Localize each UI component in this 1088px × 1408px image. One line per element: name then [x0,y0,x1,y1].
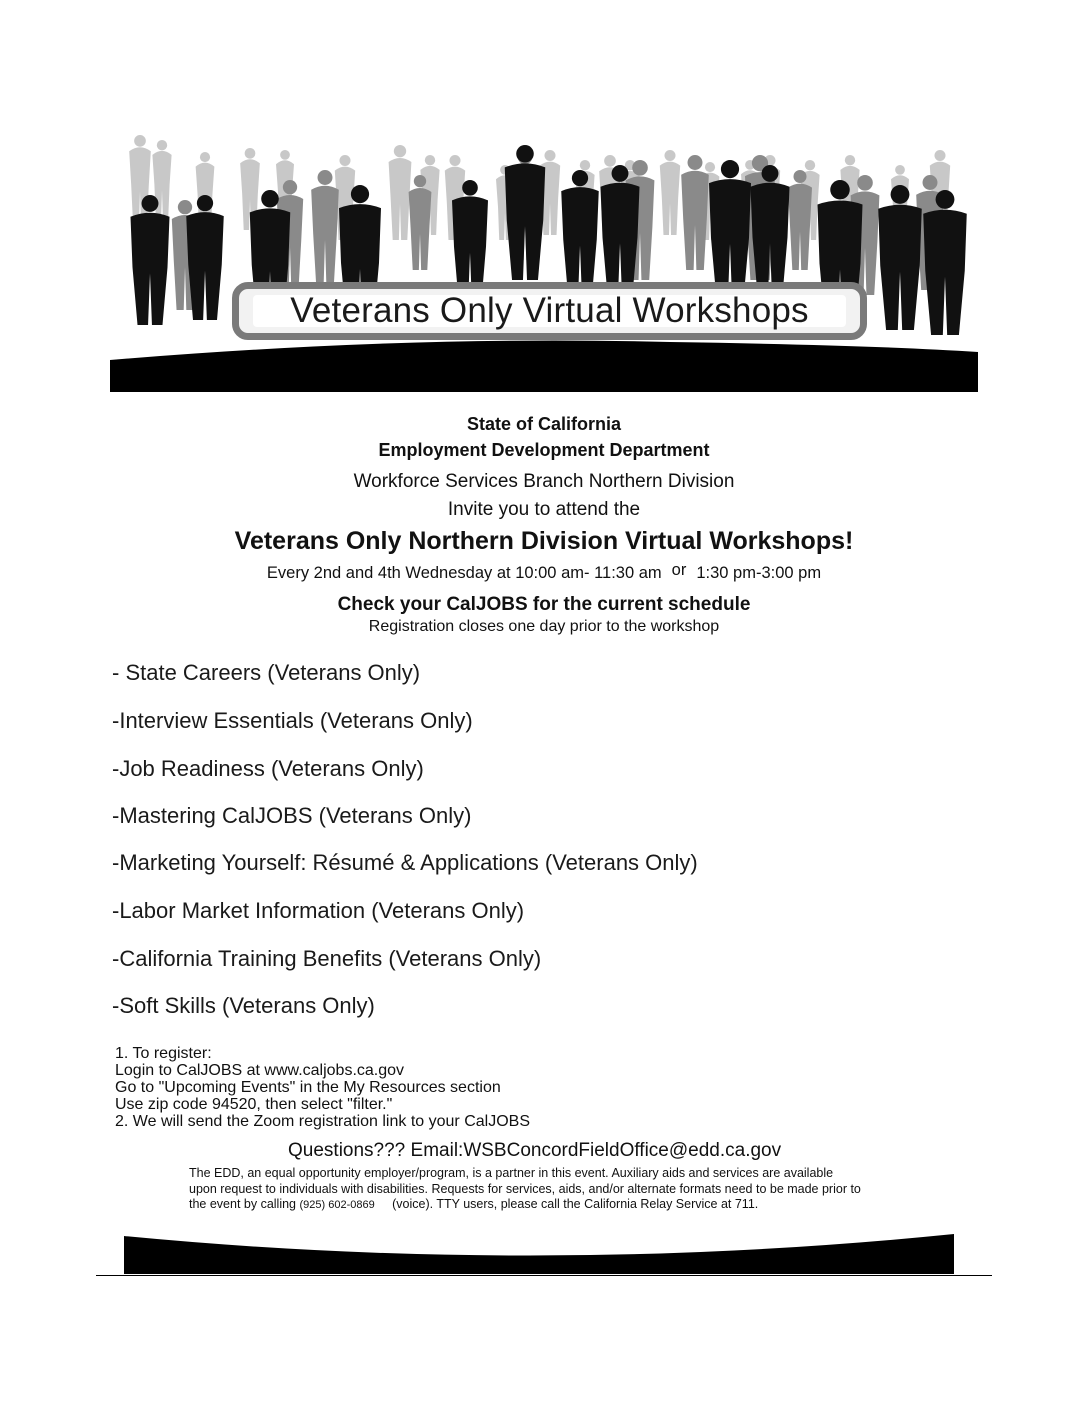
register-step-1: 1. To register: [115,1045,212,1062]
schedule-morning: Every 2nd and 4th Wednesday at 10:00 am- 11:30 am [266,564,662,582]
org-line-department: Employment Development Department [378,440,710,460]
branch-line: Workforce Services Branch Northern Division [353,471,735,492]
event-title: Veterans Only Northern Division Virtual Workshops! [234,527,854,555]
register-login: Login to CalJOBS at www.caljobs.ca.gov [115,1062,405,1079]
schedule-afternoon: 1:30 pm-3:00 pm [696,564,822,582]
list-item: -Interview Essentials (Veterans Only) [112,708,473,733]
schedule-or: or [671,561,687,579]
disclaimer-line-3: the event by calling (925) 602-0869 (voice). TTY users, please call the California Relay Service at 711. [189,1197,759,1211]
registration-instructions [115,1045,530,1130]
banner-title-frame [232,282,867,340]
check-caljobs: Check your CalJOBS for the current schedule [337,594,751,615]
schedule-line [0,561,1088,583]
disclaimer-line-2: upon request to individuals with disabilities. Requests for services, aids, and/or alternate formats need to be made prior to [189,1181,861,1196]
footer-swoosh [124,1234,954,1281]
list-item: - State Careers (Veterans Only) [112,660,421,685]
banner [110,130,978,392]
list-item: -Job Readiness (Veterans Only) [112,756,424,781]
phone-number: (925) 602-0869 [299,1199,375,1211]
silhouette-crowd-image [110,130,978,392]
questions-email: Questions??? Email:WSBConcordFieldOffice@edd.ca.gov [288,1140,782,1161]
list-item: -Marketing Yourself: Résumé & Applications (Veterans Only) [112,850,698,875]
invite-line: Invite you to attend the [447,499,641,520]
register-step-2: 2. We will send the Zoom registration link to your CalJOBS [115,1113,530,1130]
banner-title: Veterans Only Virtual Workshops [253,295,846,327]
disclaimer-line-1: The EDD, an equal opportunity employer/program, is a partner in this event. Auxiliary aids and services are available [189,1166,834,1180]
disclaimer [189,1166,929,1214]
list-item: -Mastering CalJOBS (Veterans Only) [112,803,472,828]
list-item: -California Training Benefits (Veterans Only) [112,946,542,971]
register-zip: Use zip code 94520, then select "filter." [115,1096,393,1113]
registration-note: Registration closes one day prior to the workshop [368,618,720,635]
list-item: -Soft Skills (Veterans Only) [112,993,375,1018]
footer-rule [96,1275,992,1276]
org-line-state: State of California [466,414,622,434]
list-item: -Labor Market Information (Veterans Only) [112,898,525,923]
register-upcoming-events: Go to "Upcoming Events" in the My Resources section [115,1079,501,1096]
